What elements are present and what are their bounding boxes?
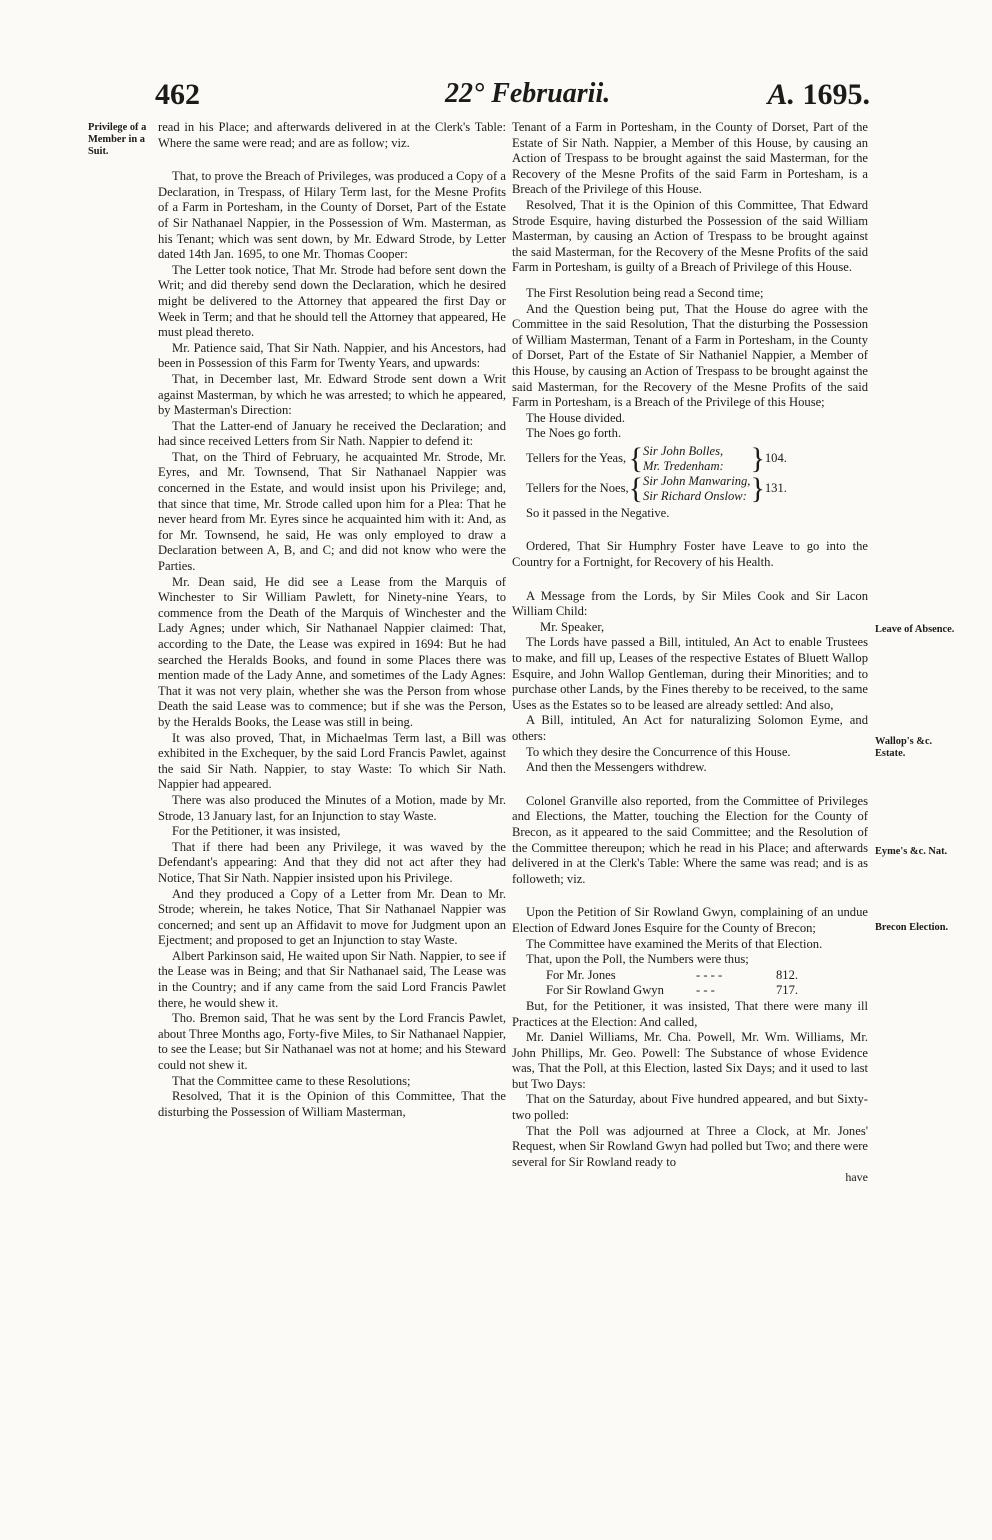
tellers-yeas-label: Tellers for the Yeas, bbox=[526, 451, 627, 466]
paragraph: It was also proved, That, in Michaelmas Term last, a Bill was exhibited in the Exchequer, by the said Lord Francis Pawlet, against the said Sir Nath. Nappier, to stay Waste: To which Sir Nath. Nappier had appeared. bbox=[158, 730, 506, 792]
paragraph: The Noes go forth. bbox=[526, 426, 622, 441]
page-header bbox=[155, 78, 870, 118]
paragraph: For the Petitioner, it was insisted, bbox=[172, 824, 341, 839]
paragraph: Colonel Granville also reported, from the Committee of Privileges and Elections, the Matter, touching the Election for the County of Brecon, as it appeared to the said Committee; and the Resolution of the Committee thereupon; which he read in his Place; and afterwards delivered in at the Clerk's Table: Where the same was read; and is as followeth; viz. bbox=[512, 793, 868, 886]
paragraph: A Message from the Lords, by Sir Miles Cook and Sir Lacon William Child: bbox=[512, 588, 868, 619]
paragraph: So it passed in the Negative. bbox=[526, 505, 670, 520]
year-prefix: A. bbox=[767, 78, 795, 111]
poll-row bbox=[546, 968, 836, 984]
page-number: 462 bbox=[155, 78, 200, 111]
tellers-yeas-count: 104. bbox=[764, 451, 787, 466]
page-date: 22° Februarii. bbox=[445, 78, 611, 109]
paragraph: The Lords have passed a Bill, intituled, An Act to enable Trustees to make, and fill up, Leases of the respective Estates of Bluett Wallop Esquire, and John Wallop Gentleman, during their Minorities; and to purchase other Lands, by the Fines thereby to be received, to the same Uses as the Estates so to be leased are already settled: And also, bbox=[512, 635, 868, 712]
paragraph: And then the Messengers withdrew. bbox=[526, 760, 707, 775]
paragraph: Mr. Dean said, He did see a Lease from the Marquis of Winchester to Sir William Pawlett, for Ninety-nine Years, to commence from the Death of the Marquis of Winchester and the Lady Agnes; under which, Sir Nathanael Nappier claimed: That, according to the Date, the Lease was expired in 1694: But he had searched the Heralds Books, and found in some Places there was mention made of the Lady Anne, and sometimes of the Lady Agnes: That it was not very plain, whether she was the Person from whose Death the said Lease was to commence; but if she was the Person, by the Heralds Books, the Lease was still in being. bbox=[158, 574, 506, 729]
paragraph: The House divided. bbox=[526, 410, 625, 425]
paragraph: And the Question being put, That the House do agree with the Committee in the said Resolution, That the disturbing the Possession of William Masterman, Tenant of a Farm in Portesham, in the County of Dorset, Part of the Estate of Sir Nathaniel Nappier, a Member of this House, by causing an Action of Trespass to be brought against the said Masterman, for the Recovery of the Mesne Profits of the said Farm in Portesham, is a Breach of the Privilege of this House; bbox=[512, 301, 868, 410]
paragraph: That, on the Third of February, he acquainted Mr. Strode, Mr. Eyres, and Mr. Townsend, That Sir Nathanael Nappier was concerned in the Estate, and would insist upon his Privilege; and, that since that time, Mr. Strode called upon him for a Plea: That he never heard from Mr. Eyres since he acquainted him with it: And, as for Mr. Townsend, he said, He was only employed to draw a Declaration between A, B, and C; and did not know who were the Parties. bbox=[158, 449, 506, 574]
margin-note-wallop: Wallop's &c. Estate. bbox=[875, 736, 933, 759]
paragraph: Tho. Bremon said, That he was sent by the Lord Francis Pawlet, about Three Months ago, Forty-five Miles, to Sir Nathanael Nappier, to see the Lease; but Sir Nathanael was not at home; and his Steward could not shew it. bbox=[158, 1011, 506, 1073]
teller-name: Sir John Manwaring, bbox=[643, 473, 751, 488]
paragraph: The Letter took notice, That Mr. Strode had before sent down the Writ; and did thereby send down the Declaration, which he desired might be delivered to the Attorney that appeared the first Day or Week in Term; and that he should tell the Attorney that appeared, He must plead thereto. bbox=[158, 262, 506, 340]
paragraph: And they produced a Copy of a Letter from Mr. Dean to Mr. Strode; wherein, he takes Notice, That Sir Nathanael Nappier was concerned; and sent up an Affidavit to move for Judgment upon an Ejectment; and proposed to get an Injunction to stay Waste. bbox=[158, 886, 506, 948]
poll-count: 717. bbox=[776, 983, 799, 998]
tellers-noes-label: Tellers for the Noes, bbox=[526, 481, 629, 496]
brace-left: { bbox=[628, 441, 644, 475]
margin-note-eyme: Eyme's &c. Nat. bbox=[875, 846, 948, 857]
brace-left: { bbox=[628, 471, 644, 505]
margin-note-privilege: Privilege of a Member in a Suit. bbox=[88, 122, 147, 157]
catchword: have bbox=[845, 1170, 868, 1185]
paragraph: There was also produced the Minutes of a Motion, made by Mr. Strode, 13 January last, for an Injunction to stay Waste. bbox=[158, 792, 506, 823]
paragraph: That the Poll was adjourned at Three a Clock, at Mr. Jones' Request, when Sir Rowland Gwyn had polled but Two; and there were several for Sir Rowland ready to bbox=[512, 1123, 868, 1169]
year-value: 1695. bbox=[802, 78, 870, 111]
paragraph: That on the Saturday, about Five hundred appeared, and but Sixty-two polled: bbox=[512, 1092, 868, 1123]
tellers-noes-names bbox=[643, 474, 750, 504]
paragraph: To which they desire the Concurrence of this House. bbox=[526, 744, 791, 759]
brace-right: } bbox=[750, 471, 765, 505]
paragraph: Resolved, That it is the Opinion of this Committee, That the disturbing the Possession of William Masterman, bbox=[158, 1089, 506, 1119]
tellers-table bbox=[526, 441, 787, 505]
poll-candidate: For Sir Rowland Gwyn bbox=[546, 983, 664, 998]
paragraph: The First Resolution being read a Second time; bbox=[526, 285, 764, 300]
tellers-yeas-names bbox=[643, 444, 750, 474]
poll-candidate: For Mr. Jones bbox=[546, 967, 616, 982]
paragraph: Albert Parkinson said, He waited upon Sir Nath. Nappier, to see if the Lease was in Being; and that Sir Nathanael said, The Lease was in the Country; and if any came from the said Lord Francis Pawlet there, he would shew it. bbox=[158, 948, 506, 1010]
tellers-noes-count: 131. bbox=[764, 481, 787, 496]
paragraph: That if there had been any Privilege, it was waved by the Defendant's appearing: And that they did not act after they had Notice, That Sir Nath. Nappier insisted upon his Privilege. bbox=[158, 839, 506, 885]
poll-row bbox=[546, 983, 836, 999]
tellers-yeas-row bbox=[526, 444, 787, 474]
paragraph: That, upon the Poll, the Numbers were thus; bbox=[526, 952, 749, 967]
paragraph: A Bill, intituled, An Act for naturalizing Solomon Eyme, and others: bbox=[512, 713, 868, 743]
paragraph: Mr. Speaker, bbox=[540, 619, 605, 634]
paragraph: Tenant of a Farm in Portesham, in the County of Dorset, Part of the Estate of Sir Nath. Nappier, a Member of this House, by causing an Action of Trespass to be brought against the said Masterman, for the Recovery of the Mesne Profits of the said Farm in Portesham, is a Breach of the Privilege of this House. bbox=[512, 120, 868, 197]
teller-name: Sir John Bolles, bbox=[643, 443, 724, 458]
margin-note-leave: Leave of Absence. bbox=[875, 624, 955, 635]
paragraph: Ordered, That Sir Humphry Foster have Leave to go into the Country for a Fortnight, for Recovery of his Health. bbox=[512, 539, 868, 570]
paragraph: Mr. Daniel Williams, Mr. Cha. Powell, Mr. Wm. Williams, Mr. John Phillips, Mr. Geo. Powell: The Substance of whose Evidence was, That the Poll, at this Election, lasted Six Days; and it used to last but Two Days: bbox=[512, 1030, 868, 1091]
paragraph: read in his Place; and afterwards delivered in at the Clerk's Table: Where the same were read; and are as follow; viz. bbox=[158, 120, 506, 150]
paragraph: Mr. Patience said, That Sir Nath. Nappier, and his Ancestors, had been in Possession of this Farm for Twenty Years, and upwards: bbox=[158, 340, 506, 371]
poll-dots: - - - - bbox=[696, 967, 723, 982]
poll-count: 812. bbox=[776, 967, 799, 982]
brace-right: } bbox=[750, 441, 765, 475]
paragraph: That the Latter-end of January he received the Declaration; and had since received Letters from Sir Nath. Nappier to defend it: bbox=[158, 418, 506, 449]
right-column bbox=[512, 120, 868, 1186]
teller-name: Mr. Tredenham: bbox=[643, 458, 724, 473]
teller-name: Sir Richard Onslow: bbox=[643, 488, 747, 503]
paragraph: But, for the Petitioner, it was insisted, That there were many ill Practices at the Election: And called, bbox=[512, 998, 868, 1029]
tellers-noes-row bbox=[526, 474, 787, 504]
left-column bbox=[158, 120, 506, 1120]
paragraph: That the Committee came to these Resolutions; bbox=[172, 1073, 411, 1088]
paragraph: Upon the Petition of Sir Rowland Gwyn, complaining of an undue Election of Edward Jones Esquire for the County of Brecon; bbox=[512, 905, 868, 935]
paragraph: That, to prove the Breach of Privileges, was produced a Copy of a Declaration, in Trespass, of Hilary Term last, for the Mesne Profits of a Farm in Portesham, in the County of Dorset, Part of the Estate of Sir Nathanael Nappier, in the Possession of Wm. Masterman, as his Tenant; which was sent down, by Mr. Edward Strode, by Letter dated 14th Jan. 1695, to one Mr. Thomas Cooper: bbox=[158, 169, 506, 262]
margin-note-brecon: Brecon Election. bbox=[875, 922, 949, 933]
poll-dots: - - - bbox=[696, 983, 715, 998]
paragraph: Resolved, That it is the Opinion of this Committee, That Edward Strode Esquire, having disturbed the Possession of the said William Masterman, by causing an Action of Trespass to be brought against the said Masterman, for the Recovery of the Mesne Profits of the said Farm in Portesham, is guilty of a Breach of Privilege of this House. bbox=[512, 197, 868, 275]
paragraph: The Committee have examined the Merits of that Election. bbox=[526, 936, 823, 951]
page-year bbox=[767, 78, 870, 112]
paragraph: That, in December last, Mr. Edward Strode sent down a Writ against Masterman, by which he was arrested; to which he appeared, by Masterman's Direction: bbox=[158, 371, 506, 418]
